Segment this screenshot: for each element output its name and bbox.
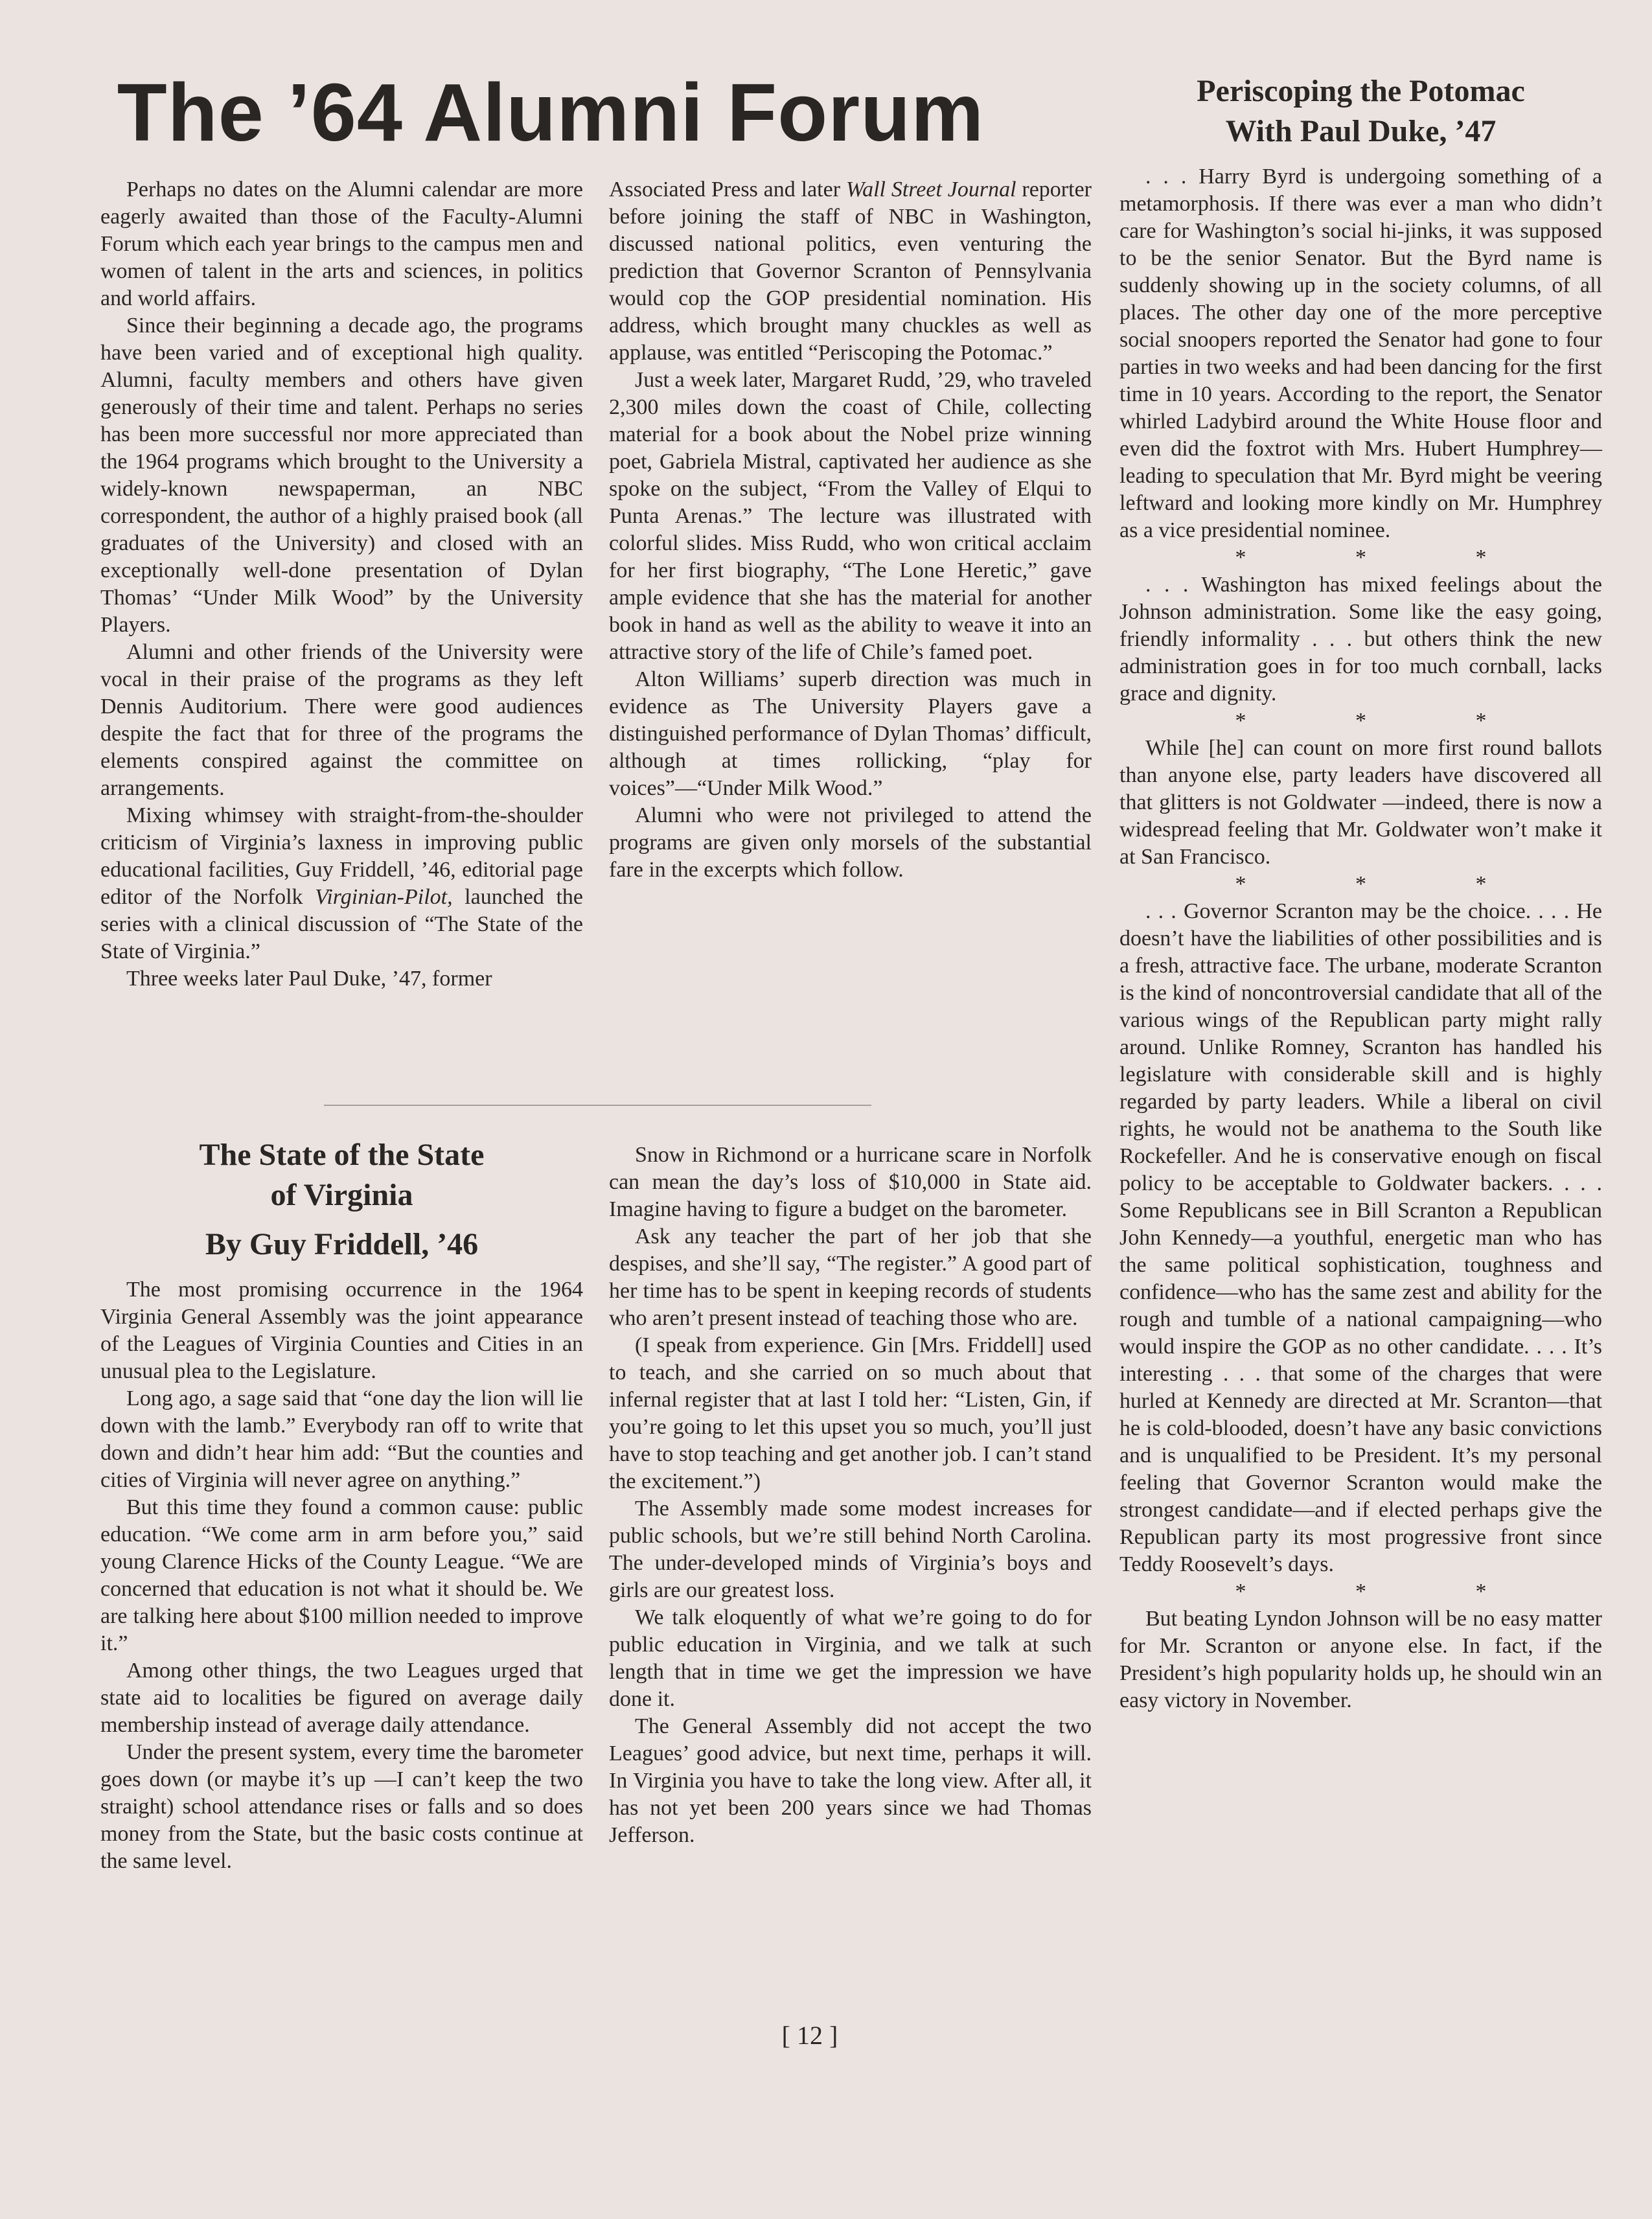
state-paragraph: The General Assembly did not accept the two Leagues’ good advice, but next time, perhaps it will. In Virginia you have to take the long view. After all, it has not yet been 200 years since we had Thomas Jefferson.: [609, 1714, 1092, 1847]
periscope-paragraph: . . . Washington has mixed feelings about the Johnson administration. Some like the easy going, friendly informality . . . but others think the new administration goes in for too much cornball, lacks grace and dignity.: [1119, 573, 1602, 706]
intro-column-1: [100, 176, 583, 993]
section-separator: * * *: [1235, 1580, 1539, 1604]
state-paragraph: But this time they found a common cause: public education. “We come arm in arm before you,” said young Clarence Hicks of the County League. “We are concerned that education is not what it should be. We are talking here about $100 million needed to improve it.”: [100, 1495, 583, 1655]
heading-line: Periscoping the Potomac: [1197, 74, 1525, 108]
section-separator: * * *: [1235, 872, 1539, 896]
state-paragraph: Snow in Richmond or a hurricane scare in Norfolk can mean the day’s loss of $10,000 in State aid. Imagine having to figure a budget on the barometer.: [609, 1143, 1092, 1221]
intro-paragraph: Alumni who were not privileged to attend the programs are given only morsels of the substantial fare in the excerpts which follow.: [609, 803, 1092, 882]
state-paragraph: Ask any teacher the part of her job that she despises, and she’ll say, “The register.” A good part of her time has to be spent in keeping records of students who aren’t present instead of teaching those who are.: [609, 1224, 1092, 1330]
periscope-heading: [1119, 71, 1602, 152]
intro-column-2: [609, 176, 1092, 884]
intro-paragraph: Alton Williams’ superb direction was much in evidence as The University Players gave a distinguished performance of Dylan Thomas’ difficult, although at times rollicking, “play for voices”—“Under Milk Wood.”: [609, 667, 1092, 800]
periscope-paragraph: . . . Harry Byrd is undergoing something of a metamorphosis. If there was ever a man who didn’t care for Washington’s social hi-jinks, it was supposed to be the senior Senator. But the Byrd name is suddenly showing up in the society columns, of all places. The other day one of the more perceptive social snoopers reported the Senator had gone to four parties in two weeks and had been dancing for the first time in 10 years. According to the report, the Senator whirled Ladybird around the White House floor and even did the foxtrot with Mrs. Hubert Humphrey—leading to speculation that Mr. Byrd might be veering leftward and looking more kindly on Mr. Humphrey as a vice presidential nominee.: [1119, 165, 1602, 542]
publication-name: Wall Street Journal: [845, 178, 1016, 201]
state-paragraph: Under the present system, every time the barometer goes down (or maybe it’s up —I can’t keep the two straight) school attendance rises or falls and so does money from the State, but the basic costs continue at the same level.: [100, 1740, 583, 1873]
periscope-paragraph: . . . Governor Scranton may be the choice. . . . He doesn’t have the liabilities of other possibilities and is a fresh, attractive face. The urbane, moderate Scranton is the kind of noncontroversial candidate that all of the various wings of the Republican party might rally around. Unlike Romney, Scranton has handled his legislature with considerable skill and is highly regarded by party leaders. While a liberal on civil rights, he would not be anathema to the South like Rockefeller. And he is conservative enough on fiscal policy to be acceptable to Goldwater backers. . . . Some Republicans see in Bill Scranton a Republican John Kennedy—a youthful, energetic man who has the same political sophistication, toughness and confidence—who has the same zest and ability for the rough and tumble of a national campaigning—who would inspire the GOP as no other candidate. . . . It’s interesting . . . that some of the charges that were hurled at Kennedy are directed at Mr. Scranton—that he is cold-blooded, doesn’t have any basic convictions and is unqualified to be President. It’s my personal feeling that Governor Scranton would make the strongest candidate—and if elected perhaps give the Republican party its most progressive front since Teddy Roosevelt’s days.: [1119, 899, 1602, 1576]
section-separator: * * *: [1235, 709, 1539, 733]
state-paragraph: The most promising occurrence in the 1964 Virginia General Assembly was the joint appearance of the Leagues of Virginia Counties and Cities in an unusual plea to the Legislature.: [100, 1278, 583, 1383]
section-separator: * * *: [1235, 546, 1539, 569]
state-column-2: [609, 1142, 1092, 1849]
section-divider: [324, 1105, 871, 1106]
text-run: reporter before joining the staff of NBC in Washington, discussed national politics, even venturing the prediction that Governor Scranton of Pennsylvania would cop the GOP presidential nomination. His address, which brought many chuckles as well as applause, was entitled “Periscoping the Potomac.”: [609, 178, 1092, 365]
intro-paragraph: Perhaps no dates on the Alumni calendar are more eagerly awaited than those of the Faculty-Alumni Forum which each year brings to the campus men and women of talent in the arts and sciences, in politics and world affairs.: [100, 178, 583, 310]
page-title: The ’64 Alumni Forum: [117, 67, 985, 158]
text-run: Associated Press and later: [609, 178, 846, 201]
periscope-column: [1119, 163, 1602, 1714]
intro-paragraph: [609, 176, 1092, 367]
intro-paragraph: Three weeks later Paul Duke, ’47, former: [126, 967, 492, 991]
intro-paragraph: [100, 802, 583, 965]
state-byline: By Guy Friddell, ’46: [205, 1227, 479, 1261]
periscope-paragraph: While [he] can count on more first round ballots than anyone else, party leaders have discovered all that glitters is not Goldwater —indeed, there is now a widespread feeling that Mr. Goldwater won’t make it at San Francisco.: [1119, 736, 1602, 869]
heading-line: With Paul Duke, ’47: [1225, 114, 1497, 148]
heading-line: of Virginia: [270, 1178, 413, 1212]
intro-paragraph: Since their beginning a decade ago, the programs have been varied and of exceptional high quality. Alumni, faculty members and others have given generously of their time and talent. Perhaps no series has been more successful nor more appreciated than the 1964 programs which brought to the University a widely-known newspaperman, an NBC correspondent, the author of a highly praised book (all graduates of the University) and closed with an exceptionally well-done presentation of Dylan Thomas’ “Under Milk Wood” by the University Players.: [100, 314, 583, 637]
text-run: Mixing whimsey with straight-from-the-shoulder criticism of Virginia’s laxness in improving public educational facilities, Guy Friddell, ’46, editorial page editor of the Norfolk: [100, 803, 583, 909]
text-run: launched the series with a clinical discussion of “The State of the State of Virginia.”: [100, 885, 583, 963]
state-paragraph: The Assembly made some modest increases for public schools, but we’re still behind North Carolina. The under-developed minds of Virginia’s boys and girls are our greatest loss.: [609, 1497, 1092, 1602]
state-paragraph: Long ago, a sage said that “one day the lion will lie down with the lamb.” Everybody ran off to write that down and didn’t hear him add: “But the counties and cities of Virginia will never agree on anything.”: [100, 1386, 583, 1492]
state-heading: [100, 1135, 583, 1215]
state-paragraph: Among other things, the two Leagues urged that state aid to localities be figured on average daily membership instead of average daily attendance.: [100, 1659, 583, 1737]
periscope-paragraph: But beating Lyndon Johnson will be no easy matter for Mr. Scranton or anyone else. In fact, if the President’s high popularity holds up, he should win an easy victory in November.: [1119, 1607, 1602, 1712]
page-number: [ 12 ]: [781, 2021, 838, 2050]
intro-paragraph: Just a week later, Margaret Rudd, ’29, who traveled 2,300 miles down the coast of Chile, collecting material for a book about the Nobel prize winning poet, Gabriela Mistral, captivated her audience as she spoke on the subject, “From the Valley of Elqui to Punta Arenas.” The lecture was illustrated with colorful slides. Miss Rudd, who won critical acclaim for her first biography, “The Lone Heretic,” gave ample evidence that she has the material for another book in hand as well as the ability to weave it into an attractive story of the life of Chile’s famed poet.: [609, 368, 1092, 664]
publication-name: Virginian-Pilot,: [315, 885, 453, 909]
state-paragraph: We talk eloquently of what we’re going to do for public education in Virginia, and we talk at such length that in time we get the impression we have done it.: [609, 1605, 1092, 1711]
state-column-1: [100, 1276, 583, 1875]
intro-paragraph: Alumni and other friends of the University were vocal in their praise of the programs as they left Dennis Auditorium. There were good audiences despite the fact that for three of the programs the elements conspired against the committee on arrangements.: [100, 640, 583, 800]
heading-line: The State of the State: [199, 1138, 485, 1172]
state-paragraph: (I speak from experience. Gin [Mrs. Friddell] used to teach, and she carried on so much about that infernal register that at last I told her: “Listen, Gin, if you’re going to let this upset you so much, you’ll just have to stop teaching and get another job. I can’t stand the excitement.”): [609, 1333, 1092, 1493]
